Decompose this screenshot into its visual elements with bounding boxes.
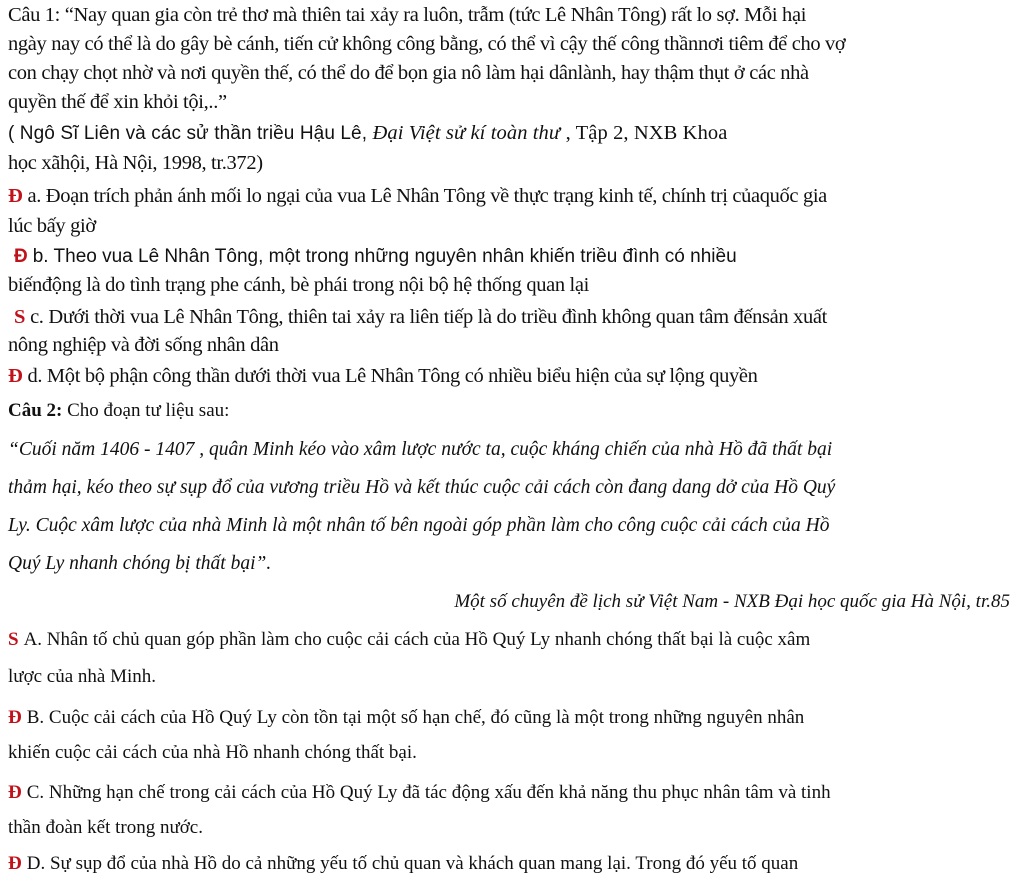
q1-line-4: quyền thế để xin khỏi tội,..” (8, 91, 227, 113)
q1-option-c (14, 304, 827, 330)
q1-line-1: Câu 1: “Nay quan gia còn trẻ thơ mà thiên tai xảy ra luôn, trẫm (tức Lê Nhân Tông) rất lo sợ. Mỗi hại (8, 4, 807, 26)
option-text: d. Một bộ phận công thần dưới thời vua Lê Nhân Tông có nhiều biểu hiện của sự lộng quyền (27, 365, 758, 387)
q1-option-b (14, 244, 737, 270)
q2-option-a-line-2: lược của nhà Minh. (8, 666, 157, 687)
q2-heading (8, 398, 229, 424)
q1-option-a-line-2: lúc bấy giờ (8, 215, 96, 237)
q2-label: Câu 2: (8, 400, 63, 421)
option-text: B. Cuộc cải cách của Hồ Quý Ly còn tồn tại một số hạn chế, đó cũng là một trong những nguyên nhân (26, 707, 805, 728)
q1-option-c-line-2: nông nghiệp và đời sống nhân dân (8, 334, 279, 356)
answer-mark: Đ (8, 853, 22, 874)
q1-option-b-line-2: biếnđộng là do tình trạng phe cánh, bè phái trong nội bộ hệ thống quan lại (8, 274, 589, 296)
q1-citation-book-title: Đại Việt sử kí toàn thư (372, 122, 561, 144)
q1-line-2: ngày nay có thể là do gây bè cánh, tiến cử không công bằng, có thể vì cậy thế công thầnnơi tiêm để cho vợ (8, 33, 846, 55)
q2-quote-line-3: Ly. Cuộc xâm lược của nhà Minh là một nhân tố bên ngoài góp phần làm cho công cuộc cải cách của Hồ (8, 515, 830, 536)
answer-mark: S (8, 629, 19, 650)
q2-intro: Cho đoạn tư liệu sau: (67, 400, 230, 421)
q2-quote-line-4: Quý Ly nhanh chóng bị thất bại”. (8, 553, 272, 574)
option-text: C. Những hạn chế trong cải cách của Hồ Quý Ly đã tác động xấu đến khả năng thu phục nhân tâm và tinh (26, 782, 831, 803)
q2-option-b (8, 705, 804, 731)
q1-citation-authors: ( Ngô Sĩ Liên và các sử thần triều Hậu Lê, (8, 123, 368, 144)
option-text: c. Dưới thời vua Lê Nhân Tông, thiên tai xảy ra liên tiếp là do triều đình không quan tâm đếnsản xuất (30, 306, 827, 328)
q1-option-a (8, 183, 827, 209)
q1-citation (8, 120, 727, 147)
option-text: D. Sự sụp đổ của nhà Hồ do cả những yếu tố chủ quan và khách quan mang lại. Trong đó yếu tố quan (26, 853, 799, 874)
q1-citation-line-2: học xãhội, Hà Nội, 1998, tr.372) (8, 152, 263, 174)
q2-option-a (8, 627, 810, 653)
option-text: b. Theo vua Lê Nhân Tông, một trong những nguyên nhân khiến triều đình có nhiều (32, 246, 737, 267)
answer-mark: Đ (8, 782, 22, 803)
q2-option-c-line-2: thần đoàn kết trong nước. (8, 817, 203, 838)
q1-line-3: con chạy chọt nhờ và nơi quyền thế, có thể do để bọn gia nô làm hại dânlành, hay thậm thụt ở các nhà (8, 62, 809, 84)
answer-mark: Đ (14, 246, 28, 267)
q1-option-d (8, 363, 758, 389)
q2-option-d (8, 851, 798, 877)
answer-mark: Đ (8, 707, 22, 728)
answer-mark: Đ (8, 365, 23, 387)
answer-mark: Đ (8, 185, 23, 207)
answer-mark: S (14, 306, 26, 328)
option-text: A. Nhân tố chủ quan góp phần làm cho cuộc cải cách của Hồ Quý Ly nhanh chóng thất bại là cuộc xâm (23, 629, 811, 650)
q2-source: Một số chuyên đề lịch sử Việt Nam - NXB Đại học quốc gia Hà Nội, tr.85 (454, 591, 1010, 612)
q2-quote-line-2: thảm hại, kéo theo sự sụp đổ của vương triều Hồ và kết thúc cuộc cải cách còn đang dang dở của Hồ Quý (8, 477, 836, 498)
option-text: a. Đoạn trích phản ánh mối lo ngại của vua Lê Nhân Tông về thực trạng kinh tế, chính trị củaquốc gia (27, 185, 827, 207)
q1-citation-volume: , Tập 2, NXB Khoa (565, 122, 728, 144)
q2-option-c (8, 780, 831, 806)
q2-option-b-line-2: khiến cuộc cải cách của nhà Hồ nhanh chóng thất bại. (8, 742, 417, 763)
q2-quote-line-1: “Cuối năm 1406 - 1407 , quân Minh kéo vào xâm lược nước ta, cuộc kháng chiến của nhà Hồ đã thất bại (8, 439, 833, 460)
